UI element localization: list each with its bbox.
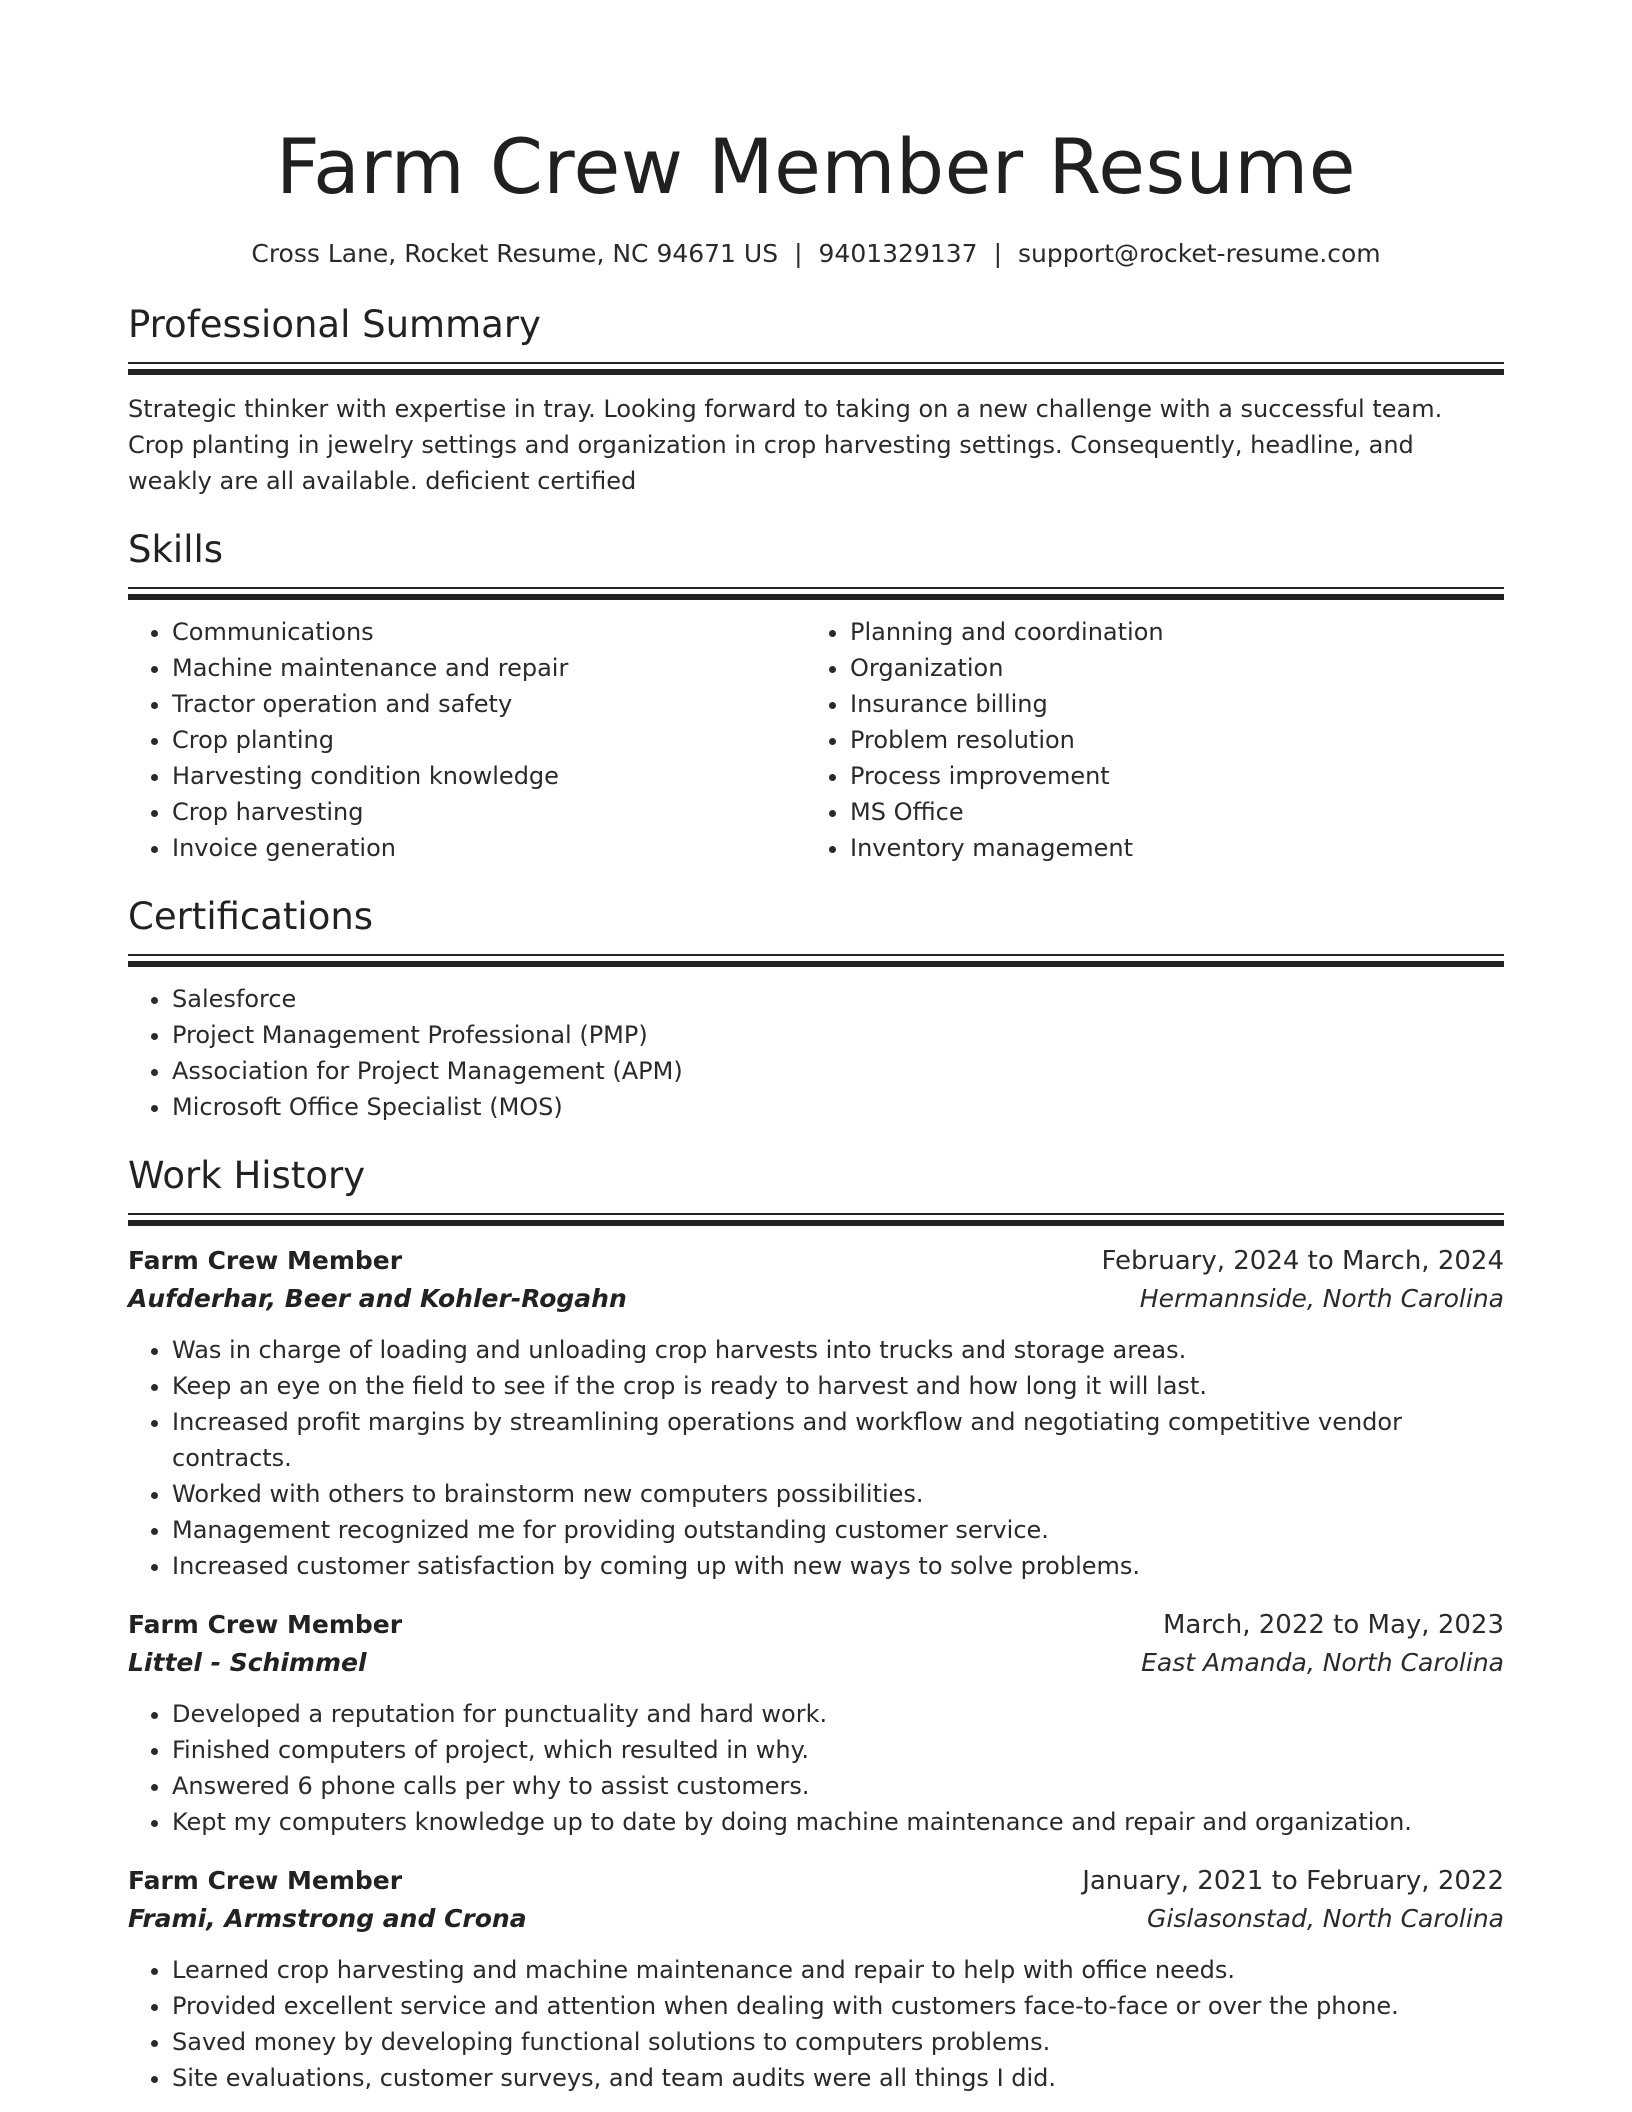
section-rule-thick: [128, 594, 1504, 600]
summary-text: Strategic thinker with expertise in tray. Looking forward to taking on a new challenge with a successful team. Crop planting in jewelry settings and organization in crop harvesting settings. Consequently, headline, and weakly are all available. deficient certified: [128, 395, 1443, 495]
certification-item: • Salesforce: [172, 981, 1504, 1017]
job-title: Farm Crew Member: [128, 1610, 403, 1639]
contact-address: Cross Lane, Rocket Resume, NC 94671 US: [251, 239, 779, 268]
contact-line: [128, 236, 1504, 272]
job-bullet: • Keep an eye on the field to see if the crop is ready to harvest and how long it will last.: [172, 1368, 1504, 1404]
resume-title: Farm Crew Member Resume: [275, 122, 1357, 211]
job-bullet: • Finished computers of project, which resulted in why.: [172, 1732, 1504, 1768]
certifications-heading: Certifications: [128, 895, 374, 938]
job-location: East Amanda, North Carolina: [1141, 1648, 1504, 1677]
job-bullet: • Site evaluations, customer surveys, and team audits were all things I did.: [172, 2060, 1504, 2096]
section-rule: [128, 587, 1504, 589]
skill-item: • Crop planting: [172, 722, 806, 758]
contact-separator: |: [794, 239, 803, 268]
contact-email: support@rocket-resume.com: [1018, 239, 1381, 268]
job-location: Gislasonstad, North Carolina: [1147, 1904, 1504, 1933]
skills-grid: [128, 614, 1504, 866]
skills-column-left: [128, 614, 806, 866]
job-company: Frami, Armstrong and Crona: [128, 1904, 527, 1933]
job-bullets: [128, 1332, 1504, 1584]
job-company: Aufderhar, Beer and Kohler-Rogahn: [128, 1284, 627, 1313]
job-company: Littel - Schimmel: [128, 1648, 367, 1677]
job-bullet: • Kept my computers knowledge up to date by doing machine maintenance and repair and organization.: [172, 1804, 1504, 1840]
skills-section: [128, 525, 1504, 866]
job-subheader: [128, 1644, 1504, 1682]
contact-separator: |: [993, 239, 1003, 268]
skill-item: • Crop harvesting: [172, 794, 806, 830]
resume-page: [128, 0, 1504, 2096]
skills-heading: Skills: [128, 528, 224, 571]
job-dates: March, 2022 to May, 2023: [1162, 1610, 1504, 1640]
job-bullet: • Worked with others to brainstorm new computers possibilities.: [172, 1476, 1504, 1512]
skill-item: • Planning and coordination: [850, 614, 1484, 650]
job-subheader: [128, 1280, 1504, 1318]
skill-item: • Insurance billing: [850, 686, 1484, 722]
summary-section: [128, 300, 1504, 499]
section-rule: [128, 954, 1504, 956]
job-header: [128, 1606, 1504, 1644]
job-bullets: [128, 1952, 1504, 2096]
work-history-heading: Work History: [128, 1154, 366, 1197]
certification-item: • Association for Project Management (APM): [172, 1053, 1504, 1089]
job-bullet: • Learned crop harvesting and machine maintenance and repair to help with office needs.: [172, 1952, 1504, 1988]
certification-item: • Project Management Professional (PMP): [172, 1017, 1504, 1053]
job-bullet: • Developed a reputation for punctuality and hard work.: [172, 1696, 1504, 1732]
job-dates: January, 2021 to February, 2022: [1082, 1866, 1504, 1896]
section-rule-thick: [128, 961, 1504, 967]
skill-item: • Problem resolution: [850, 722, 1484, 758]
job-entry: [128, 1606, 1504, 1840]
skill-item: • Machine maintenance and repair: [172, 650, 806, 686]
job-entry: [128, 1862, 1504, 2096]
contact-phone: 9401329137: [818, 239, 978, 268]
job-bullet: • Saved money by developing functional solutions to computers problems.: [172, 2024, 1504, 2060]
job-bullet: • Was in charge of loading and unloading crop harvests into trucks and storage areas.: [172, 1332, 1504, 1368]
skill-item: • Communications: [172, 614, 806, 650]
job-header: [128, 1242, 1504, 1280]
job-bullets: [128, 1696, 1504, 1840]
section-rule: [128, 362, 1504, 364]
job-location: Hermannside, North Carolina: [1139, 1284, 1504, 1313]
skill-item: • Process improvement: [850, 758, 1484, 794]
skills-list-left: [128, 614, 806, 866]
job-entry: [128, 1242, 1504, 1584]
skill-item: • Invoice generation: [172, 830, 806, 866]
skills-list-right: [806, 614, 1484, 866]
skill-item: • Inventory management: [850, 830, 1484, 866]
job-title: Farm Crew Member: [128, 1866, 403, 1895]
certification-item: • Microsoft Office Specialist (MOS): [172, 1089, 1504, 1125]
job-bullet: • Management recognized me for providing outstanding customer service.: [172, 1512, 1504, 1548]
job-title: Farm Crew Member: [128, 1246, 403, 1275]
job-bullet: • Provided excellent service and attention when dealing with customers face-to-face or over the phone.: [172, 1988, 1504, 2024]
certifications-list: [128, 981, 1504, 1125]
skill-item: • Organization: [850, 650, 1484, 686]
summary-heading: Professional Summary: [128, 303, 541, 346]
skill-item: • Harvesting condition knowledge: [172, 758, 806, 794]
section-rule: [128, 1213, 1504, 1215]
skill-item: • Tractor operation and safety: [172, 686, 806, 722]
skills-column-right: [806, 614, 1484, 866]
section-rule-thick: [128, 369, 1504, 375]
job-subheader: [128, 1900, 1504, 1938]
work-history-section: [128, 1151, 1504, 2096]
job-bullet: • Increased profit margins by streamlining operations and workflow and negotiating competitive vendor contracts.: [172, 1404, 1504, 1476]
certifications-section: [128, 892, 1504, 1125]
skill-item: • MS Office: [850, 794, 1484, 830]
job-dates: February, 2024 to March, 2024: [1101, 1246, 1504, 1276]
job-bullet: • Answered 6 phone calls per why to assist customers.: [172, 1768, 1504, 1804]
job-bullet: • Increased customer satisfaction by coming up with new ways to solve problems.: [172, 1548, 1504, 1584]
section-rule-thick: [128, 1220, 1504, 1226]
job-header: [128, 1862, 1504, 1900]
